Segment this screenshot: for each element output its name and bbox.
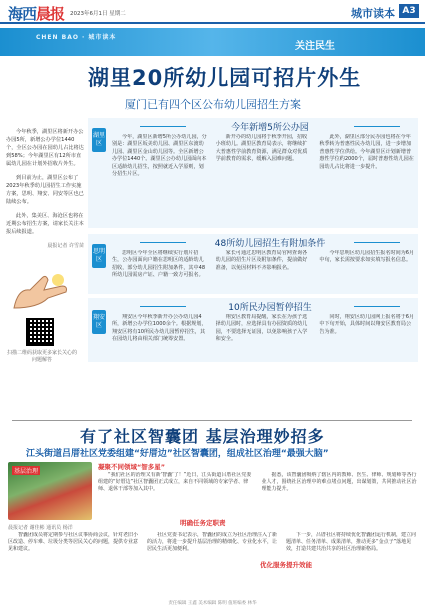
section-tab: 湖里区 [92, 128, 106, 152]
section-tab: 翔安区 [92, 310, 106, 334]
section-tab: 思明区 [92, 244, 106, 268]
story2-subtitle: 明确任务定职责 [180, 519, 226, 527]
story2-body [8, 532, 418, 596]
page-number: A3 [399, 4, 419, 18]
issue-date: 2023年6月1日 星期二 [70, 11, 126, 17]
story2-subtitle: 优化服务提升效能 [260, 561, 312, 569]
body-column: 智囊团成员将定期参与社区议事协商会议，针对老旧小区改造、停车难、垃圾分类等居民关心的问题，提供专业意见和建议。 [8, 532, 139, 553]
banner [0, 28, 425, 56]
section-body [112, 134, 415, 224]
story2-subheadline: 江头街道吕厝社区党委组建“好厝边”社区智囊团，组成社区治理“最强大脑” [26, 449, 329, 459]
story2-headline: 有了社区智囊团 基层治理妙招多 [80, 427, 325, 446]
body-column: 同时，翔安区幼儿园网上报名将于6月中下旬开始，具体时间以翔安区教育局公告为准。 [319, 314, 415, 335]
sidebar [6, 128, 84, 250]
newspaper-logo: 海西晨报 [8, 5, 65, 23]
section-title: 48所幼儿园招生有附加条件 [140, 236, 400, 249]
body-column: 下一步，吕厝社区将持续优化智囊团运行机制，建立问题清单、任务清单、成果清单，推动更多“金点子”落地见效，打造共建共治共享的社区治理新格局。 [286, 532, 417, 553]
hand-illustration [8, 268, 74, 312]
section-name: 城市读本 [351, 7, 395, 20]
headline: 湖里20所幼儿园可招片外生 [88, 66, 362, 90]
body-column: 据悉，该智囊团吸纳了辖区内的教师、医生、律师、规划师等各行业人才，围绕社区治理中的难点堵点问题，出谋划策，共同推动社区治理能力提升。 [261, 472, 417, 493]
sidebar-author: 晨报记者 许雪苗 [47, 243, 84, 249]
sidebar-paragraph: 此外，集美区、海沧区也将在近期公布招生方案，请家长关注本报后续报道。 [6, 213, 84, 235]
divider [12, 420, 412, 421]
masthead [0, 0, 425, 24]
body-column: 家长可通过思明区教育局官网查询各幼儿园的招生片区及附加条件，提前做好准备，以免因材料不齐影响报名。 [215, 250, 308, 271]
body-column: 此外，湖里区部分民办园也将在今年秋季转为普惠性民办幼儿园，进一步增加普惠性学位供给。今年湖里区计划新增普惠性学位约2000个，届时普惠性幼儿园在园幼儿占比将进一步提升。 [319, 134, 414, 170]
section-body [112, 314, 415, 360]
body-column: 新开办的幼儿园将于秋季开园，招收小班幼儿。湖里区教育局表示，将继续扩大普惠性学前教育资源，满足群众对优质学前教育的需求，缓解入园难问题。 [215, 134, 308, 163]
photo-tag: 基层治理 [14, 468, 39, 475]
section-body [112, 250, 415, 292]
body-column: “我们社区的治理又有新‘智囊’了！”近日，江头街道吕厝社区党委组建的“好厝边”社区智囊团正式成立，来自不同领域的专家学者、律师、退休干部等加入其中。 [98, 472, 252, 493]
sidebar-paragraph: 到目前为止，湖里区公布了2023年秋季幼儿园招生工作实施方案，思明、翔安、同安等区也已陆续公布。 [6, 175, 84, 205]
subheadline: 厦门已有四个区公布幼儿园招生方案 [125, 98, 301, 111]
section-title: 今年新增5所公办园 [140, 120, 400, 133]
section-title: 10所民办园暂停招生 [140, 300, 400, 313]
story2-body-top [98, 472, 418, 516]
story2-photo [8, 462, 92, 520]
qr-caption: 扫描二维码获取更多家长关心的问题解答 [6, 350, 77, 363]
story2-byline: 晨报记者 谢佳彬 通讯员 杨洋 [8, 525, 73, 531]
sidebar-paragraph: 今年秋季，湖里区将新开办公办园5所，新增公办学位1440个，全区公办园在园幼儿占比将达到58%；今年湖里区有12所市直属幼儿园在计划外招收片外生。 [6, 129, 84, 167]
story2-subtitle: 凝聚不同领域“智多星” [98, 463, 166, 471]
body-column: 思明区今年全区将继续实行划片招生，公办园面向户籍在思明区的适龄幼儿招收，部分幼儿园招生附加条件，其中48所幼儿园需房产证、户籍一致方可报名。 [112, 250, 206, 279]
body-column: 社区党委书记表示，智囊团的成立为社区治理注入了新的活力，将进一步提升基层治理的精细化、专业化水平，让居民生活更加便利。 [147, 532, 278, 553]
banner-kicker: CHEN BAO · 城市读本 [36, 34, 117, 41]
footer: 责任编辑 王鑫 美术编辑 陈明 值班编委 林华 [168, 601, 257, 606]
body-column: 翔安区今年秋季新开办公办幼儿园4所，新增公办学位1000余个。根据规划，翔安区将有10所民办幼儿园暂停招生，其在园幼儿将由相关部门统筹安置。 [112, 314, 207, 343]
body-column: 今年，湖里区新增5所公办幼儿园，分别是：湖里区坂美幼儿园、湖里区东渡幼儿园、湖里区金山幼儿园等。全区新增公办学位1440个。湖里区公办幼儿园面向本区适龄幼儿招生，按照就近入学原则，划分招生片区。 [112, 134, 207, 178]
banner-text: 关注民生 [295, 41, 335, 52]
body-column: 翔安区教育局提醒，家长在为孩子选择幼儿园时，应选择具有办园资质的幼儿园，不要选择无证园，以免影响孩子入学和安全。 [215, 314, 308, 343]
body-column: 今年思明区幼儿园招生报名时间为6月中旬，家长需按要求如实填写报名信息。 [319, 250, 415, 264]
qr-code[interactable] [26, 318, 54, 346]
